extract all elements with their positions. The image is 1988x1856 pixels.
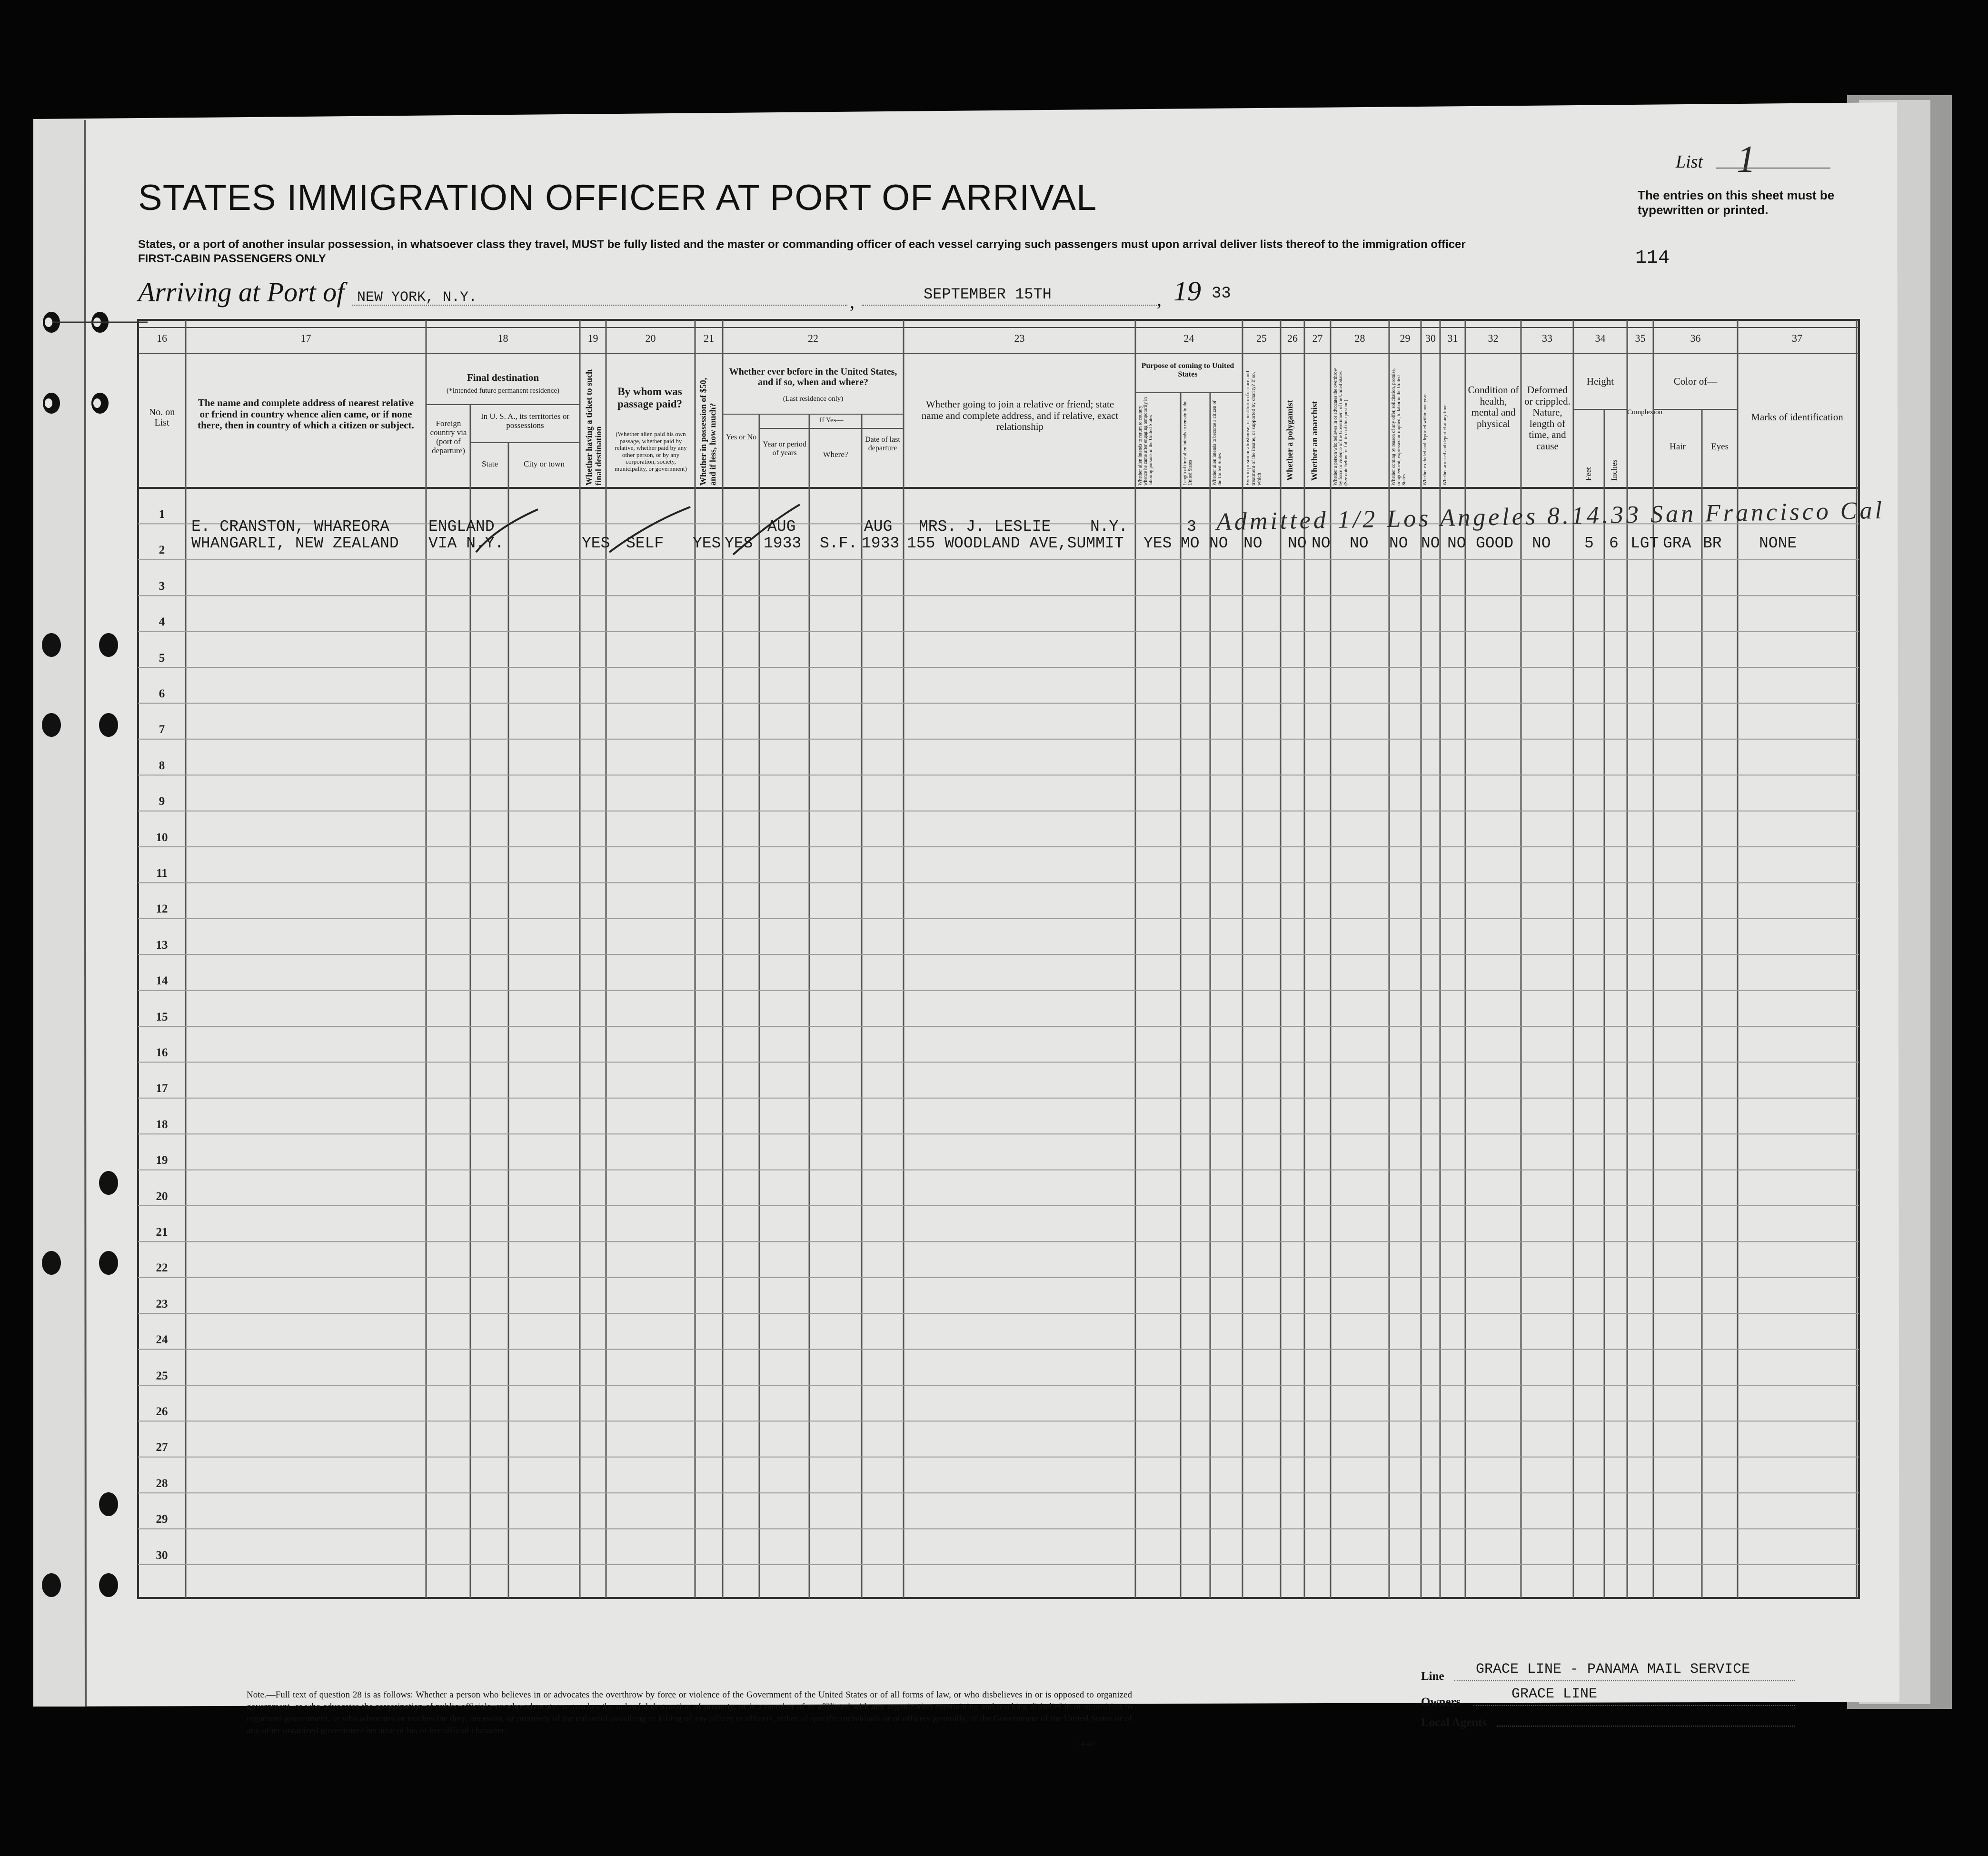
row-number: 19	[156, 1154, 168, 1167]
header-overthrow: Whether a person who believes in or advocates the overthrow by force or violence of the Government of the United States (See note below for full text of this question)	[1333, 368, 1349, 486]
entry-anarchist: NO	[1312, 535, 1331, 552]
row-number: 5	[159, 651, 165, 665]
header-going-to-join: Whether going to join a relative or friend; state name and complete address, and if relative, exact relationship	[921, 398, 1119, 433]
entry-deported: NO	[1447, 535, 1466, 552]
row-number: 18	[156, 1118, 168, 1131]
row-number: 30	[156, 1548, 168, 1562]
col-num-29: 29	[1400, 332, 1411, 344]
header-excluded: Whether excluded and deported within one year	[1422, 394, 1428, 486]
header-prison: Ever in prison or almshouse, or institution for care and treatment of the insane, or supported by charity? If so, which	[1245, 371, 1262, 486]
row-number: 29	[156, 1513, 168, 1526]
entry-polygamist: NO	[1288, 535, 1307, 552]
header-purpose: Purpose of coming to United States	[1141, 362, 1234, 378]
header-deported: Whether arrested and deported at any time	[1442, 405, 1448, 486]
comma-2: ,	[1157, 288, 1162, 310]
header-before-in-us: Whether ever before in the United States, and if so, when and where?	[729, 367, 897, 388]
entry-height-feet: 5	[1584, 535, 1594, 552]
col-num-28: 28	[1354, 332, 1365, 344]
row-number: 26	[156, 1405, 168, 1418]
col-num-26: 26	[1287, 332, 1298, 344]
row-number: 3	[159, 579, 165, 593]
col-num-24: 24	[1183, 332, 1194, 344]
port-underline	[352, 305, 847, 306]
header-labor-offer: Whether coming by reason of any offer, solicitation, promise, or agreement, expressed or implied, to labor in the United States	[1391, 368, 1407, 486]
entry-paid-by: SELF	[626, 535, 664, 552]
col-num-21: 21	[704, 332, 714, 344]
header-city: City or town	[524, 459, 565, 468]
entry-return-intent: YES	[1143, 535, 1172, 552]
entry-last-departure-line2: 1933	[862, 535, 900, 552]
header-final-destination-note: (*Intended future permanent residence)	[447, 387, 559, 395]
list-number-handwritten: 1	[1737, 139, 1756, 180]
header-purpose-return: Whether alien intends to return to country whence he came after engaging temporarily in laboring pursuits in the United States	[1138, 397, 1153, 486]
row-number: 14	[156, 974, 168, 988]
entry-before-year-line1: AUG	[767, 518, 796, 536]
form-number: 14-420	[1078, 1740, 1096, 1747]
footer-owners-value: GRACE LINE	[1511, 1686, 1598, 1702]
row-number: 22	[156, 1261, 168, 1275]
header-hair: Hair	[1670, 442, 1686, 452]
header-final-destination: Final destination	[467, 372, 539, 383]
row-number: 9	[159, 795, 165, 808]
col-num-27: 27	[1312, 332, 1323, 344]
col-num-35: 35	[1635, 332, 1646, 344]
header-purpose-length: Length of time alien intends to remain in the United States	[1183, 400, 1193, 486]
entry-relative-line1: E. CRANSTON, WHAREORA	[191, 518, 389, 536]
entry-joining-state: N.Y.	[1090, 518, 1128, 536]
footer-owners-label: Owners	[1421, 1696, 1461, 1708]
entry-ticket: YES	[582, 535, 610, 552]
col-num-37: 37	[1792, 332, 1802, 344]
header-paid-by: By whom was passage paid?	[617, 386, 683, 410]
entry-excluded: NO	[1421, 535, 1440, 552]
comma-1: ,	[850, 291, 855, 312]
date-value: SEPTEMBER 15TH	[924, 286, 1052, 303]
header-polygamist: Whether a polygamist	[1285, 400, 1294, 481]
col-num-32: 32	[1488, 332, 1499, 344]
col-num-25: 25	[1256, 332, 1267, 344]
header-foreign-country: Foreign country via (port of departure)	[430, 419, 467, 456]
col-num-23: 23	[1014, 332, 1025, 344]
header-before-note: (Last residence only)	[783, 395, 844, 403]
entry-before-year-line2: 1933	[764, 535, 802, 552]
row-number: 28	[156, 1477, 168, 1490]
row-number: 6	[159, 687, 165, 700]
page-number: 114	[1635, 248, 1670, 269]
footer-line-underline	[1454, 1680, 1795, 1681]
footer-agents-underline	[1497, 1726, 1795, 1727]
header-complexion: Complexion	[1627, 408, 1663, 416]
col-num-34: 34	[1595, 332, 1606, 344]
header-money: Whether in possession of $50, and if less, how much?	[698, 377, 717, 486]
entry-deformed: NO	[1532, 535, 1551, 552]
col-num-36: 36	[1690, 332, 1701, 344]
header-last-departure: Date of last departure	[865, 436, 900, 452]
entry-length-line1: 3	[1187, 518, 1196, 536]
header-where: Where?	[823, 450, 848, 459]
year-prefix: 19	[1173, 276, 1201, 307]
entry-before-where: S.F.	[820, 535, 858, 552]
entry-before-yes-no: YES	[725, 535, 753, 552]
entry-prison: NO	[1243, 535, 1262, 552]
col-num-18: 18	[497, 332, 508, 344]
footer-agents-label: Local Agents	[1421, 1716, 1487, 1729]
row-number: 11	[156, 867, 168, 880]
col-num-17: 17	[300, 332, 311, 344]
instructions-line: States, or a port of another insular possession, in whatsoever class they travel, MUST be fully listed and the master or commanding officer of each vessel carrying such passengers must upon arrival deliver lists thereof to the immigration officer	[138, 238, 1466, 251]
entry-labor-offer: NO	[1389, 535, 1408, 552]
footer-owners-underline	[1473, 1705, 1795, 1706]
row-number: 13	[156, 938, 168, 952]
header-usa: In U. S. A., its territories or possessions	[480, 412, 570, 430]
row-number: 1	[159, 508, 165, 521]
row-number: 24	[156, 1333, 168, 1347]
entry-hair: GRA	[1663, 535, 1691, 552]
header-feet: Feet	[1584, 466, 1593, 481]
header-ticket: Whether having a ticket to such final destination	[584, 369, 603, 486]
entry-money: YES	[693, 535, 721, 552]
row-number: 17	[156, 1082, 168, 1095]
row-number: 16	[156, 1046, 168, 1059]
row-number: 4	[159, 615, 165, 629]
header-no-on-list: No. on List	[149, 407, 175, 428]
entry-complexion: LGT	[1630, 535, 1659, 552]
header-color-of: Color of—	[1673, 376, 1718, 387]
row-number: 2	[159, 544, 165, 557]
row-number: 15	[156, 1010, 168, 1023]
header-anarchist: Whether an anarchist	[1310, 401, 1319, 481]
col-num-22: 22	[808, 332, 818, 344]
header-year-period: Year or period of years	[763, 440, 806, 457]
page-title: STATES IMMIGRATION OFFICER AT PORT OF ARRIVAL	[138, 178, 1097, 218]
arriving-label: Arriving at Port of	[138, 277, 345, 308]
header-if-yes: If Yes—	[819, 417, 844, 424]
header-height: Height	[1586, 376, 1614, 387]
row-number: 27	[156, 1441, 168, 1454]
header-paid-by-note: (Whether alien paid his own passage, whether paid by relative, whether paid by any other person, or by any corporation, society, municipality, or government)	[615, 430, 687, 472]
header-relative-address: The name and complete address of nearest relative or friend in country whence alien came, or if none there, then in country of which a citizen or subject.	[198, 397, 414, 431]
class-line: FIRST-CABIN PASSENGERS ONLY	[138, 252, 326, 265]
row-number: 21	[156, 1226, 168, 1239]
entry-joining-line2: 155 WOODLAND AVE,SUMMIT	[907, 535, 1124, 552]
entry-relative-line2: WHANGARLI, NEW ZEALAND	[191, 535, 399, 552]
entry-overthrow: NO	[1350, 535, 1369, 552]
handwritten-annotation: Admitted 1/2 Los Angeles 8.14.33 San Francisco Cal	[1216, 496, 1885, 536]
entry-foreign-line2: VIA N.Y.	[428, 535, 504, 552]
entry-foreign-line1: ENGLAND	[428, 518, 495, 536]
header-inches: Inches	[1610, 459, 1619, 481]
row-number: 8	[159, 759, 165, 772]
port-value: NEW YORK, N.Y.	[357, 289, 477, 306]
col-num-30: 30	[1425, 332, 1436, 344]
entry-health: GOOD	[1476, 535, 1514, 552]
col-num-33: 33	[1542, 332, 1552, 344]
check-marks	[467, 500, 895, 562]
header-state: State	[482, 459, 498, 468]
entry-joining-line1: MRS. J. LESLIE	[919, 518, 1051, 536]
col-num-31: 31	[1447, 332, 1458, 344]
row-number: 7	[159, 723, 165, 736]
row-number: 25	[156, 1369, 168, 1382]
entry-height-inches: 6	[1609, 535, 1619, 552]
footer-line-value: GRACE LINE - PANAMA MAIL SERVICE	[1476, 1661, 1750, 1677]
list-underline	[1716, 168, 1830, 169]
entry-length-line2: MO	[1181, 535, 1200, 552]
header-purpose-citizen: Whether alien intends to become a citizen of the United States	[1212, 400, 1223, 486]
col-num-20: 20	[645, 332, 656, 344]
row-number: 20	[156, 1190, 168, 1203]
header-deformed: Deformed or crippled. Nature, length of time, and cause	[1524, 384, 1571, 452]
col-num-16: 16	[157, 332, 167, 344]
list-label: List	[1676, 152, 1703, 172]
header-health: Condition of health, mental and physical	[1468, 384, 1519, 429]
header-eyes: Eyes	[1711, 442, 1729, 452]
header-marks: Marks of identification	[1751, 411, 1843, 423]
row-number: 12	[156, 903, 168, 916]
date-underline	[862, 305, 1157, 306]
typewritten-note: The entries on this sheet must be typewritten or printed.	[1638, 188, 1835, 218]
header-yes-or-no: Yes or No	[726, 433, 757, 441]
entry-last-departure-line1: AUG	[864, 518, 893, 536]
year-suffix: 33	[1212, 285, 1231, 303]
entry-become-citizen: NO	[1209, 535, 1228, 552]
entry-eyes: BR	[1703, 535, 1722, 552]
col-num-19: 19	[587, 332, 598, 344]
row-number: 10	[156, 831, 168, 844]
footer-note: Note.—Full text of question 28 is as follows: Whether a person who believes in or advocates the overthrow by force or violence of the Government of the United States or of all forms of law, or who disbelieves in or is opposed to organized government, or who advocates the assassination of public officials, or who advocates or teaches the unlawful destruction of property, or is a member of or affiliated with any organization entertaining and teaching disbelief in or opposition to organized government, or who advocates or teaches the duty, necessity, or propriety of the unlawful assaulting or killing of any officer or officers, either of specific individuals or of officers generally, of the Government of the United States or of any other organized government because of his or her official character.	[247, 1690, 1132, 1736]
footer-line-label: Line	[1421, 1670, 1444, 1683]
row-number: 23	[156, 1297, 168, 1310]
entry-marks: NONE	[1759, 535, 1797, 552]
